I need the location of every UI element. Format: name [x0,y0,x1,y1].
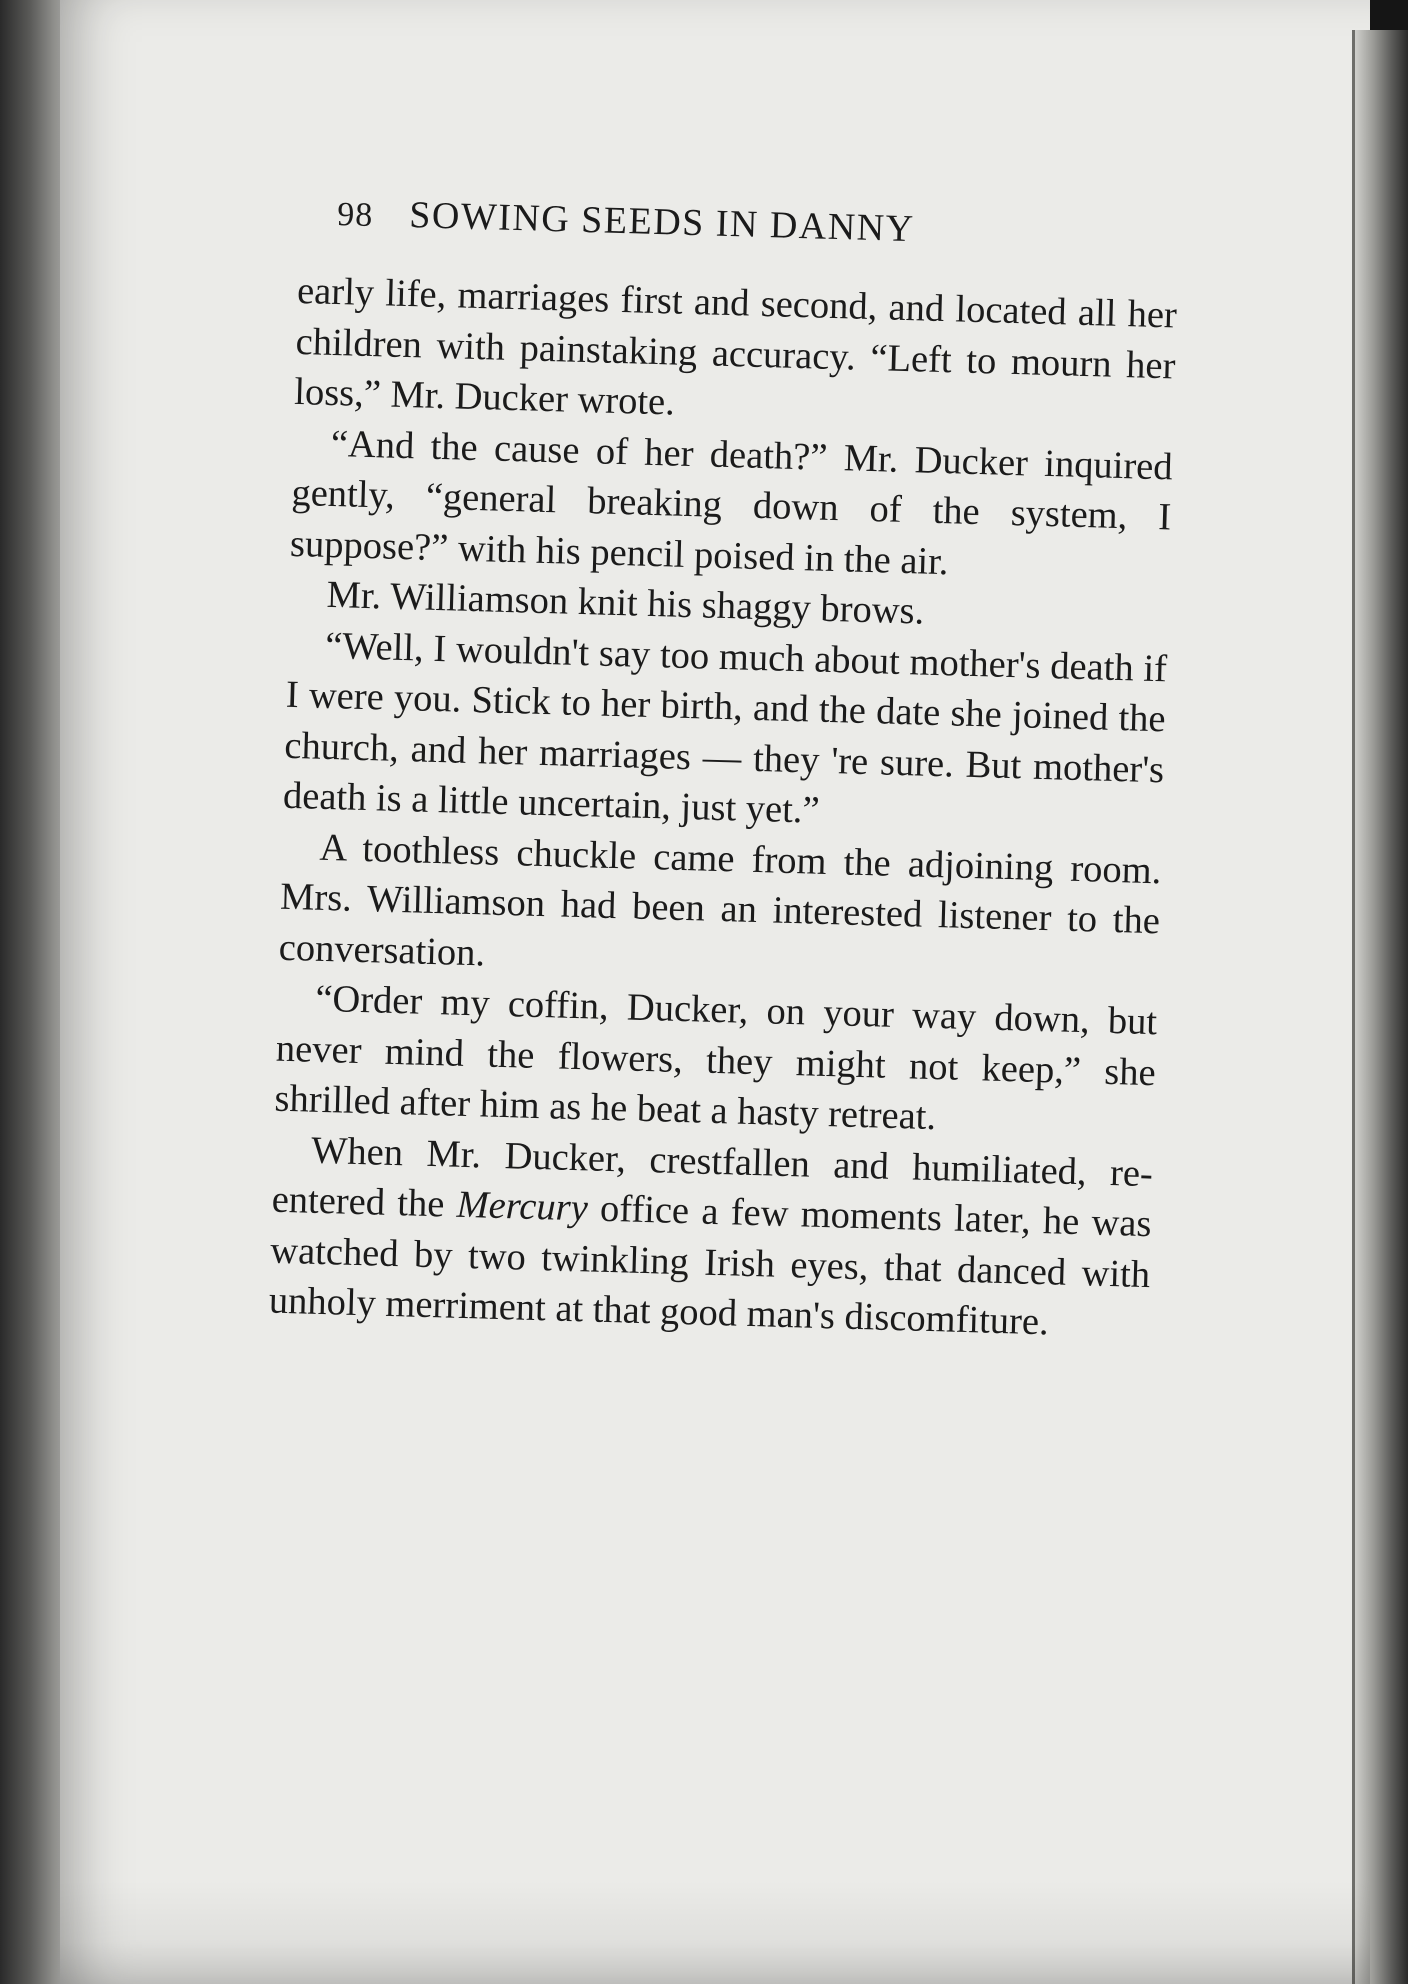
paragraph-2: “And the cause of her death?” Mr. Ducker inquired gently, “general breaking down of the system, I suppose?” with his pencil poised in the air. [289,422,1174,583]
paragraph-4: “Well, I wouldn't say too much about mother's death if I were you. Stick to her birth, and the date she joined the church, and her marriages — they 're sure. But mother's death is a little uncertain, just yet.” [282,624,1168,832]
page-stack-right-edge [1355,30,1408,1984]
paragraph-3: Mr. Williamson knit his shaggy brows. [326,573,925,633]
paragraph-5: A toothless chuckle came from the adjoining room. Mrs. Williamson had been an interested listener to the conversation. [278,826,1162,974]
page-bottom-shadow [60,1880,1370,1984]
paragraph-7-before: When Mr. Ducker, crestfallen and humiliated, re-entered the [271,1129,1154,1226]
page-text-block [268,190,1179,1351]
paragraph-7-after: office a few moments later, he was watched by two twinkling Irish eyes, that danced with unholy merriment at that good man's discomfiture. [268,1187,1153,1344]
page-number: 98 [336,196,374,235]
paragraph-7 [268,1124,1153,1350]
book-title: SOWING SEEDS IN DANNY [408,194,916,251]
paragraph-6: “Order my coffin, Ducker, on your way down, but never mind the flowers, they might not keep,” she shrilled after him as he beat a hasty retreat. [274,977,1158,1139]
newspaper-name-mercury: Mercury [456,1183,589,1230]
paragraph-1: early life, marriages first and second, and located all her children with painstaking accuracy. “Left to mourn her loss,” Mr. Ducker wrote. [293,269,1178,424]
